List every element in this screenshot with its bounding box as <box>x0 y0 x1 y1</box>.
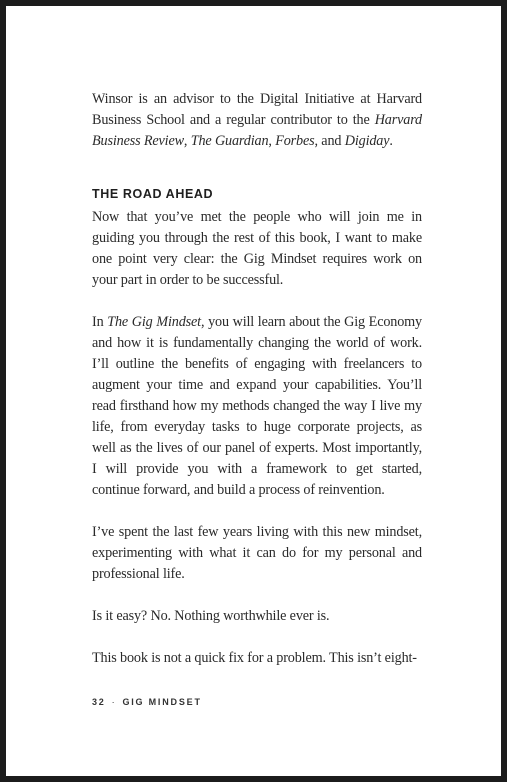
intro-text: . <box>389 133 393 149</box>
section-heading: THE ROAD AHEAD <box>92 187 214 201</box>
page-footer <box>92 697 202 707</box>
book-title: The Gig Mindset <box>107 314 201 330</box>
body-paragraph <box>92 312 422 501</box>
intro-text: , <box>268 133 276 149</box>
paragraph-text: , you will learn about the Gig Economy and how it is fundamentally changing the world of work. I’ll outline the benefits of engaging with freelancers to augment your time and expand your capabilities. You’ll read firsthand how my methods changed the way I live my life, from everyday tasks to huge corporate projects, as well as the lives of our panel of experts. Most importantly, I will provide you with a framework to get started, continue forward, and build a process of reinvention. <box>92 314 423 498</box>
footer-separator: · <box>111 697 117 707</box>
body-paragraph: Now that you’ve met the people who will join me in guiding you through the rest of this book, I want to make one point very clear: the Gig Mindset requires work on your part in order to be successful. <box>92 209 422 288</box>
publication-title: Digiday <box>344 133 390 149</box>
body-paragraph: Is it easy? No. Nothing worthwhile ever is. <box>92 608 330 624</box>
publication-title: The Guardian <box>190 133 269 149</box>
page-number: 32 <box>92 697 106 707</box>
intro-text: , <box>183 133 191 149</box>
body-paragraph: I’ve spent the last few years living with this new mindset, experimenting with what it can do for my personal and professional life. <box>92 524 422 582</box>
paragraph-text: In <box>92 314 108 330</box>
publication-title: Harvard Business Review <box>92 112 422 149</box>
body-paragraph: This book is not a quick fix for a problem. This isn’t eight- <box>92 650 417 666</box>
book-page <box>6 6 501 776</box>
intro-paragraph <box>92 89 422 152</box>
intro-text: Winsor is an advisor to the Digital Initiative at Harvard Business School and a regular contributor to the <box>92 91 422 128</box>
page-body <box>92 89 422 669</box>
running-title: GIG MINDSET <box>122 697 202 707</box>
publication-title: Forbes <box>275 133 315 149</box>
intro-text: , and <box>314 133 345 149</box>
